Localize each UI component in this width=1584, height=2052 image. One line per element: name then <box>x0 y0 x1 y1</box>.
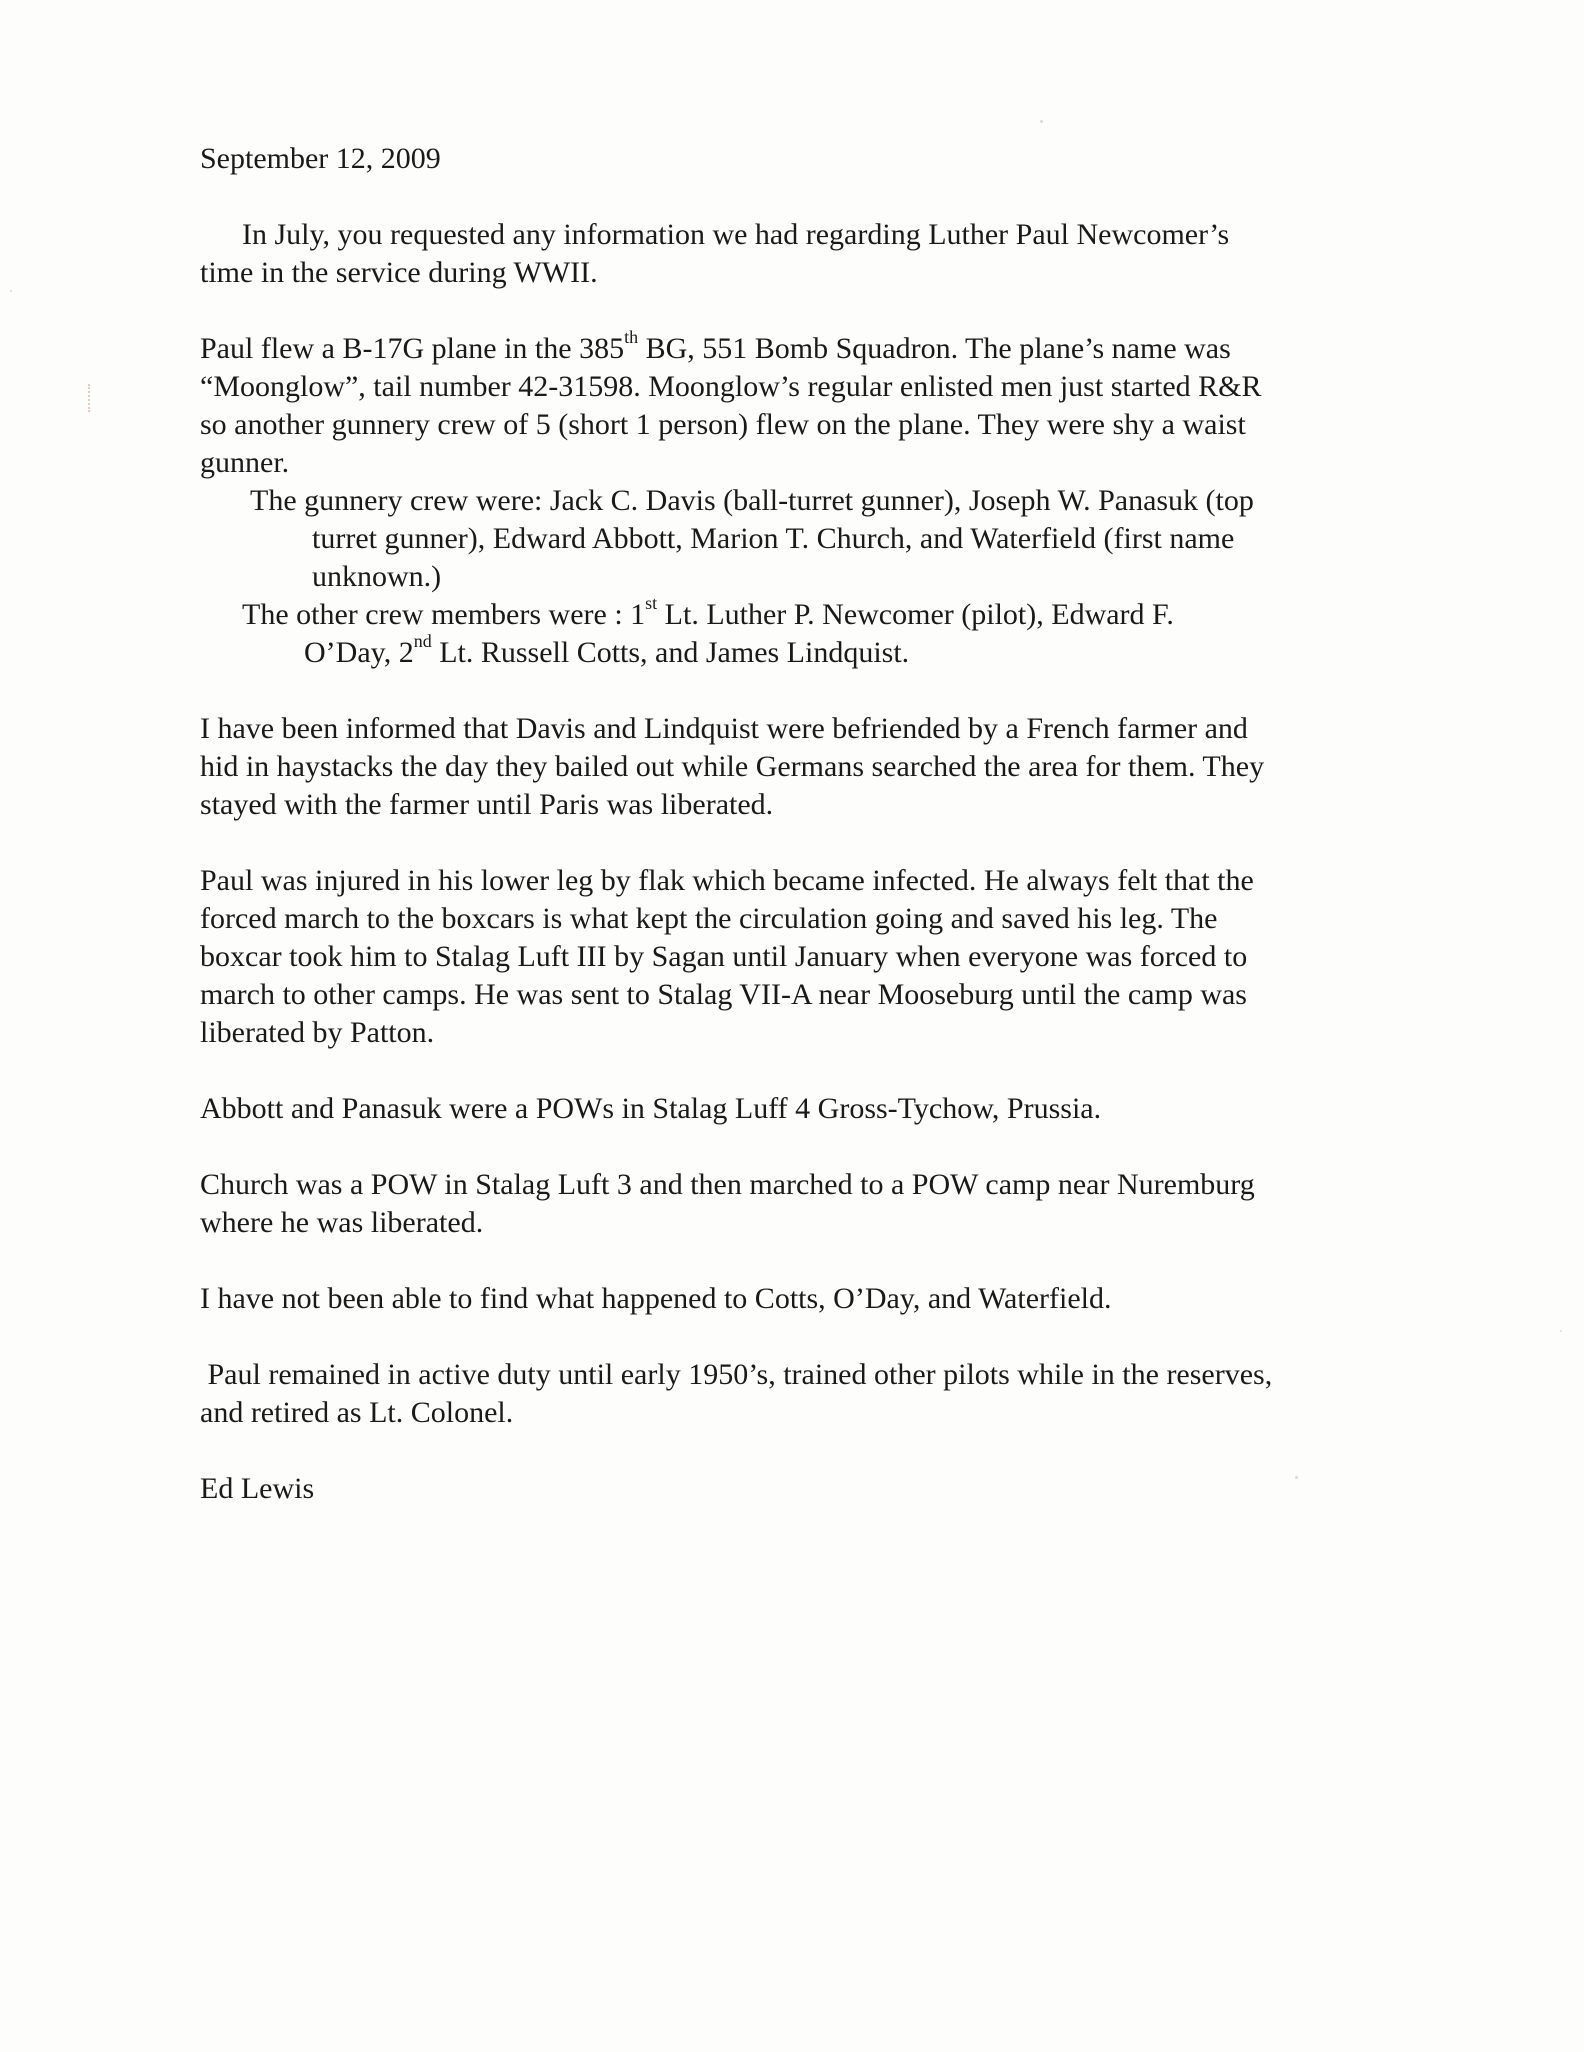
text-line: so another gunnery crew of 5 (short 1 person) flew on the plane. They were shy a waist <box>200 408 1246 441</box>
text-line: Paul was injured in his lower leg by flak which became infected. He always felt that the <box>200 864 1254 897</box>
text-run: Paul flew a B-17G plane in the 385 <box>200 332 625 365</box>
scan-speck <box>10 290 12 292</box>
text-line <box>242 593 1400 634</box>
letter-date: September 12, 2009 <box>200 142 441 175</box>
intro-paragraph <box>200 216 1400 292</box>
letter-body <box>200 140 1400 1508</box>
text-line: turret gunner), Edward Abbott, Marion T. Church, and Waterfield (first name <box>312 522 1235 555</box>
text-line: hid in haystacks the day they bailed out while Germans searched the area for them. They <box>200 750 1265 783</box>
unknown-fate-paragraph <box>200 1280 1400 1318</box>
text-line <box>200 327 1400 368</box>
text-line: I have not been able to find what happened to Cotts, O’Day, and Waterfield. <box>200 1282 1112 1315</box>
ordinal-suffix: nd <box>413 631 432 651</box>
text-line: Abbott and Panasuk were a POWs in Stalag Luff 4 Gross-Tychow, Prussia. <box>200 1092 1102 1125</box>
text-line: “Moonglow”, tail number 42-31598. Moonglow’s regular enlisted men just started R&R <box>200 370 1262 403</box>
signature-name: Ed Lewis <box>200 1472 315 1505</box>
davis-paragraph <box>200 710 1400 824</box>
text-line: liberated by Patton. <box>200 1016 435 1049</box>
text-line: march to other camps. He was sent to Stalag VII-A near Mooseburg until the camp was <box>200 978 1247 1011</box>
text-run: Lt. Luther P. Newcomer (pilot), Edward F. <box>657 598 1174 631</box>
church-paragraph <box>200 1166 1400 1242</box>
margin-pen-mark <box>88 384 96 412</box>
text-line: and retired as Lt. Colonel. <box>200 1396 514 1429</box>
gunnery-crew-list <box>200 482 1400 596</box>
text-line: Church was a POW in Stalag Luft 3 and then marched to a POW camp near Nuremburg <box>200 1168 1255 1201</box>
text-line: In July, you requested any information we had regarding Luther Paul Newcomer’s <box>242 218 1230 251</box>
plane-paragraph <box>200 327 1400 482</box>
scan-speck <box>1040 120 1043 123</box>
text-line: stayed with the farmer until Paris was liberated. <box>200 788 774 821</box>
text-line: gunner. <box>200 446 290 479</box>
text-line: I have been informed that Davis and Lindquist were befriended by a French farmer and <box>200 712 1248 745</box>
other-crew-list <box>200 593 1400 672</box>
retired-paragraph <box>200 1356 1400 1432</box>
text-line: unknown.) <box>312 560 442 593</box>
ordinal-suffix: th <box>624 327 639 347</box>
text-line: The gunnery crew were: Jack C. Davis (ball-turret gunner), Joseph W. Panasuk (top <box>250 484 1254 517</box>
text-line: time in the service during WWII. <box>200 256 598 289</box>
abbott-paragraph <box>200 1090 1400 1128</box>
text-line: forced march to the boxcars is what kept the circulation going and saved his leg. The <box>200 902 1218 935</box>
text-line <box>242 631 1400 672</box>
text-line: boxcar took him to Stalag Luft III by Sagan until January when everyone was forced to <box>200 940 1248 973</box>
text-run: Lt. Russell Cotts, and James Lindquist. <box>431 636 910 669</box>
ordinal-suffix: st <box>645 593 658 613</box>
scan-speck <box>1560 1330 1562 1332</box>
injury-paragraph <box>200 862 1400 1052</box>
text-line: where he was liberated. <box>200 1206 484 1239</box>
text-run: The other crew members were : 1 <box>242 598 646 631</box>
text-run: BG, 551 Bomb Squadron. The plane’s name was <box>638 332 1231 365</box>
text-line: Paul remained in active duty until early 1950’s, trained other pilots while in the reserves, <box>200 1358 1273 1391</box>
text-run: O’Day, 2 <box>304 636 414 669</box>
